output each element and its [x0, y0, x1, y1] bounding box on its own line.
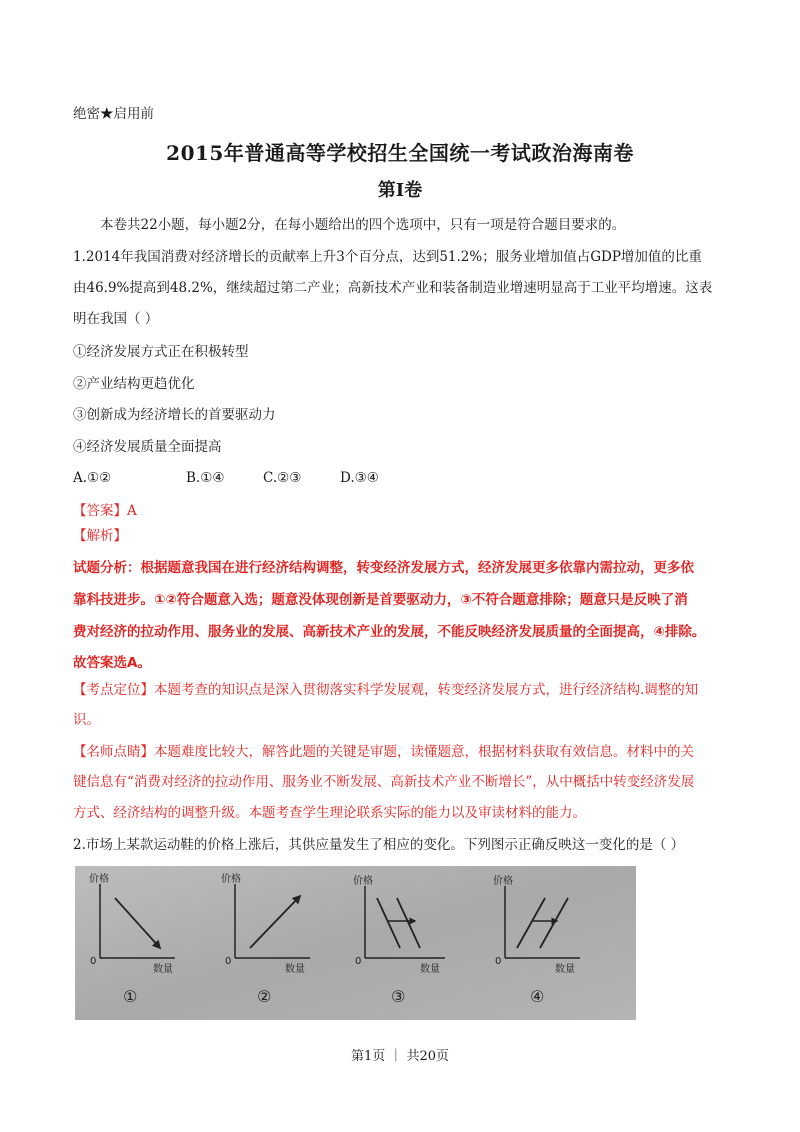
- q1-option-c[interactable]: C.②③: [263, 470, 302, 486]
- panel-label: ③: [391, 987, 406, 1006]
- origin-label: 0: [225, 956, 232, 967]
- panel-label: ④: [530, 987, 545, 1006]
- x-axis-label: 数量: [285, 964, 305, 975]
- q1-stem-line: 明在我国（ ）: [73, 311, 159, 327]
- origin-label: 0: [355, 956, 362, 967]
- page-footer: 第1页 ｜ 共20页: [350, 1049, 450, 1064]
- q1-answer: 【答案】A: [73, 503, 137, 519]
- q1-mingshi-line: 【名师点睛】本题难度比较大，解答此题的关键是审题，读懂题意，根据材料获取有效信息。材料中的关: [73, 744, 694, 760]
- q1-options: [73, 467, 379, 489]
- q1-item: ②产业结构更趋优化: [73, 376, 195, 392]
- q1-option-d[interactable]: D.③④: [340, 470, 379, 486]
- q1-stem-line: 由46.9%提高到48.2%，继续超过第二产业；高新技术产业和装备制造业增速明显高于工业平均增速。这表: [73, 280, 713, 296]
- x-axis-label: 数量: [555, 964, 575, 975]
- figure-background: [75, 866, 636, 1020]
- q1-analysis-label: 【解析】: [73, 528, 127, 544]
- q1-analysis-line: 故答案选A。: [73, 655, 151, 671]
- volume-heading: 第Ⅰ卷: [377, 180, 423, 201]
- y-axis-label: 价格: [493, 876, 513, 887]
- origin-label: 0: [495, 956, 502, 967]
- origin-label: 0: [90, 956, 97, 967]
- q1-item: ①经济发展方式正在积极转型: [73, 344, 249, 360]
- q1-kaodian-line: 识。: [73, 712, 100, 728]
- y-axis-label: 价格: [353, 876, 373, 887]
- q1-analysis-line: 费对经济的拉动作用、服务业的发展、高新技术产业的发展，不能反映经济发展质量的全面提高，④排除。: [73, 624, 706, 640]
- x-axis-label: 数量: [420, 964, 440, 975]
- panel-label: ②: [257, 987, 272, 1006]
- q1-item: ④经济发展质量全面提高: [73, 439, 222, 455]
- q1-item: ③创新成为经济增长的首要驱动力: [73, 407, 276, 423]
- q1-mingshi-line: 方式、经济结构的调整升级。本题考查学生理论联系实际的能力以及审读材料的能力。: [73, 805, 586, 821]
- x-axis-label: 数量: [153, 964, 173, 975]
- q1-analysis-line: 靠科技进步。①②符合题意入选；题意没体现创新是首要驱动力，③不符合题意排除；题意只是反映了消: [73, 592, 688, 608]
- q1-analysis-line: 试题分析：根据题意我国在进行经济结构调整，转变经济发展方式，经济发展更多依靠内需拉动，更多依: [73, 560, 694, 576]
- panel-label: ①: [123, 987, 138, 1006]
- q1-option-b[interactable]: B.①④: [186, 470, 225, 486]
- q1-stem-line: 1.2014年我国消费对经济增长的贡献率上升3个百分点，达到51.2%；服务业增加值占GDP增加值的比重: [73, 249, 702, 265]
- confidential-label: 绝密★启用前: [73, 106, 154, 122]
- q1-option-a[interactable]: A.①②: [73, 470, 112, 486]
- q1-kaodian-line: 【考点定位】本题考查的知识点是深入贯彻落实科学发展观，转变经济发展方式，进行经济结构.调整的知: [73, 682, 699, 698]
- y-axis-label: 价格: [221, 874, 241, 885]
- q2-stem: 2.市场上某款运动鞋的价格上涨后，其供应量发生了相应的变化。下列图示正确反映这一变化的是（ ）: [73, 837, 685, 853]
- exam-title: 2015年普通高等学校招生全国统一考试政治海南卷: [166, 141, 634, 165]
- supply-curve-figure: [75, 866, 636, 1020]
- instructions: 本卷共22小题，每小题2分，在每小题给出的四个选项中，只有一项是符合题目要求的。: [100, 217, 626, 233]
- y-axis-label: 价格: [89, 874, 109, 885]
- q1-mingshi-line: 键信息有“消费对经济的拉动作用、服务业不断发展、高新技术产业不断增长”，从中概括中转变经济发展: [73, 774, 695, 790]
